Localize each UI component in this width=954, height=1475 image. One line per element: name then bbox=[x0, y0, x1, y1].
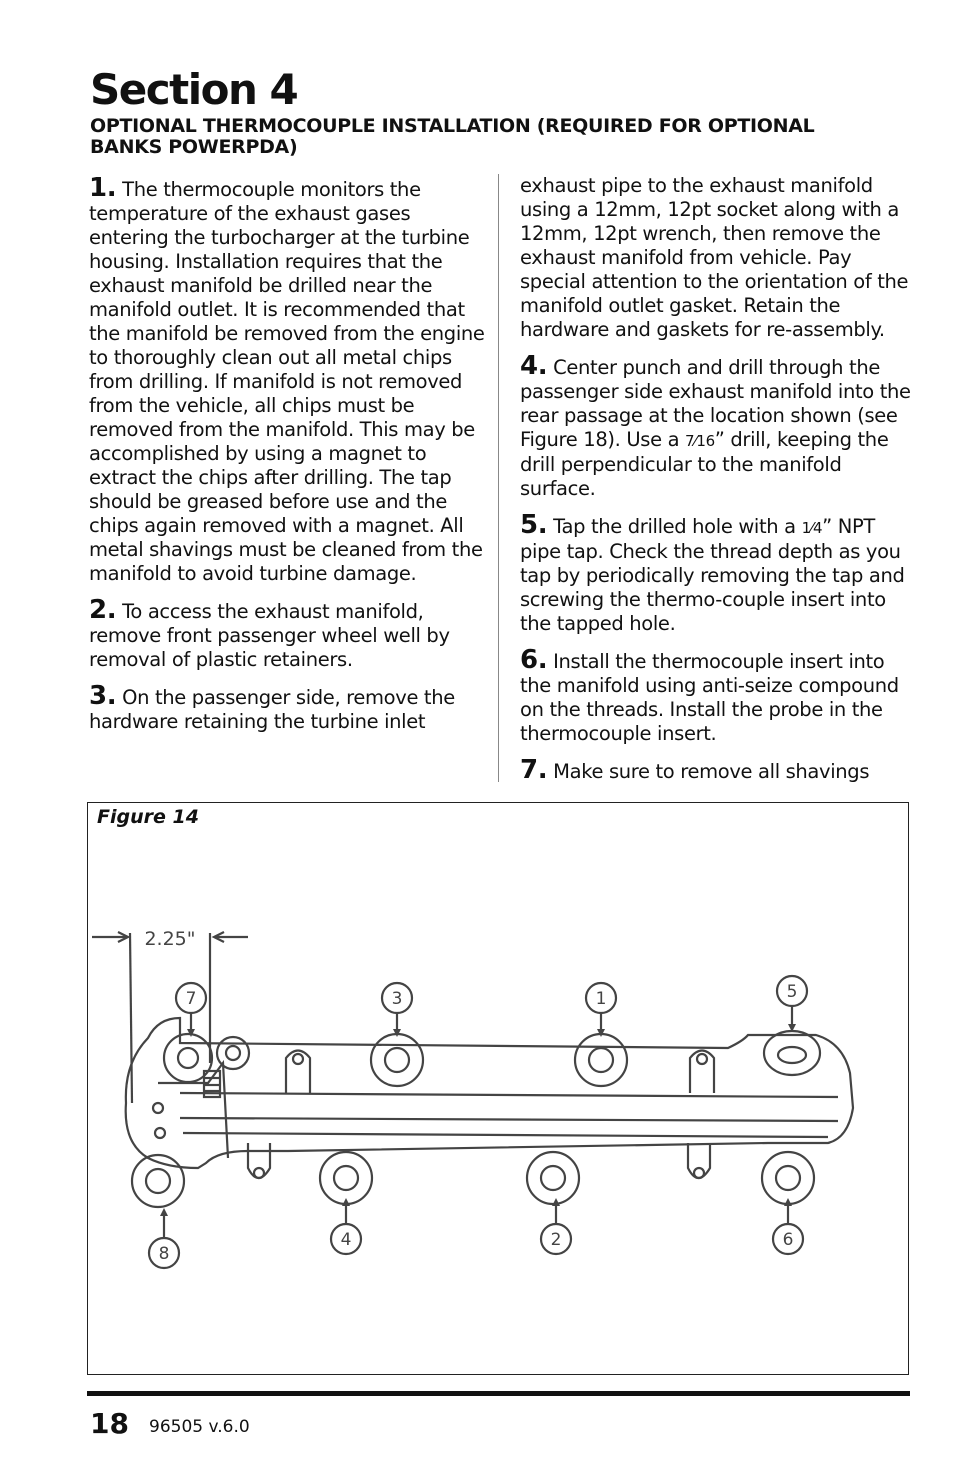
step-number: 1. bbox=[89, 173, 117, 203]
callout-3: 3 bbox=[391, 989, 403, 1009]
callout-8: 8 bbox=[158, 1244, 170, 1264]
step-number: 5. bbox=[520, 510, 548, 540]
step-text: Make sure to remove all shavings bbox=[553, 760, 870, 783]
column-divider bbox=[498, 174, 499, 782]
callout-4: 4 bbox=[340, 1230, 352, 1250]
section-subtitle: OPTIONAL THERMOCOUPLE INSTALLATION (REQUIRED FOR OPTIONAL BANKS POWERPDA) bbox=[90, 115, 815, 158]
section-heading: Section 4 bbox=[90, 65, 298, 114]
dimension-label: 2.25" bbox=[144, 928, 196, 950]
callout-6: 6 bbox=[782, 1230, 794, 1250]
step-text: ” NPT pipe tap. Check the thread depth as you tap by periodically removing the tap and screwing the thermo-couple insert into the tapped hole. bbox=[520, 515, 905, 635]
step-text: Tap the drilled hole with a bbox=[553, 515, 796, 538]
step-3-continued: exhaust pipe to the exhaust manifold using a 12mm, 12pt socket along with a 12mm, 12pt wrench, then remove the exhaust manifold from vehicle. Pay special attention to the orientation of the manifold outlet gasket. Retain the hardware and gaskets for re-assembly. bbox=[520, 174, 909, 341]
page-number: 18 bbox=[90, 1407, 129, 1440]
step-text: Install the thermocouple insert into the manifold using anti-seize compound on the threads. Install the probe in the thermocouple insert. bbox=[520, 650, 899, 745]
step-text: ” drill, keeping the drill perpendicular to the manifold surface. bbox=[520, 428, 889, 500]
step-number: 2. bbox=[89, 595, 117, 625]
step-number: 6. bbox=[520, 645, 548, 675]
left-column bbox=[89, 173, 489, 746]
step-7 bbox=[520, 755, 916, 785]
document-version: 96505 v.6.0 bbox=[149, 1417, 250, 1437]
step-text: Center punch and drill through the passenger side exhaust manifold into the rear passage at the location shown (see Figure 18). Use a bbox=[520, 356, 911, 451]
right-column bbox=[520, 174, 916, 796]
callout-5: 5 bbox=[786, 982, 798, 1002]
step-4 bbox=[520, 351, 916, 501]
callout-7: 7 bbox=[185, 989, 197, 1009]
step-5 bbox=[520, 510, 916, 636]
step-number: 7. bbox=[520, 755, 548, 785]
step-number: 4. bbox=[520, 351, 548, 381]
step-number: 3. bbox=[89, 681, 117, 711]
figure-14 bbox=[87, 802, 909, 1375]
step-3 bbox=[89, 681, 489, 734]
drill-size-fraction: 7⁄16 bbox=[685, 432, 715, 450]
step-text: The thermocouple monitors the temperature of the exhaust gases entering the turbocharger at the turbine housing. Installation requires that the exhaust manifold be drilled near the manifold outlet. It is recommended that the manifold be removed from the engine to thoroughly clean out all metal chips from drilling. If manifold is not removed from the vehicle, all chips must be removed from the manifold. This may be accomplished by using a magnet to extract the chips after drilling. The tap should be greased before use and the chips again removed with a magnet. All metal shavings must be cleaned from the manifold to avoid turbine damage. bbox=[89, 178, 485, 585]
step-text: On the passenger side, remove the hardware retaining the turbine inlet bbox=[89, 686, 455, 733]
step-2 bbox=[89, 595, 489, 672]
tap-size-fraction: 1⁄4 bbox=[801, 519, 823, 537]
exhaust-manifold-diagram bbox=[88, 803, 908, 1373]
callout-2: 2 bbox=[550, 1230, 562, 1250]
callout-1: 1 bbox=[595, 989, 607, 1009]
figure-caption: Figure 14 bbox=[97, 806, 199, 828]
step-6 bbox=[520, 645, 916, 746]
step-text: To access the exhaust manifold, remove front passenger wheel well by removal of plastic retainers. bbox=[89, 600, 450, 671]
footer-rule bbox=[87, 1391, 910, 1396]
step-1 bbox=[89, 173, 489, 586]
